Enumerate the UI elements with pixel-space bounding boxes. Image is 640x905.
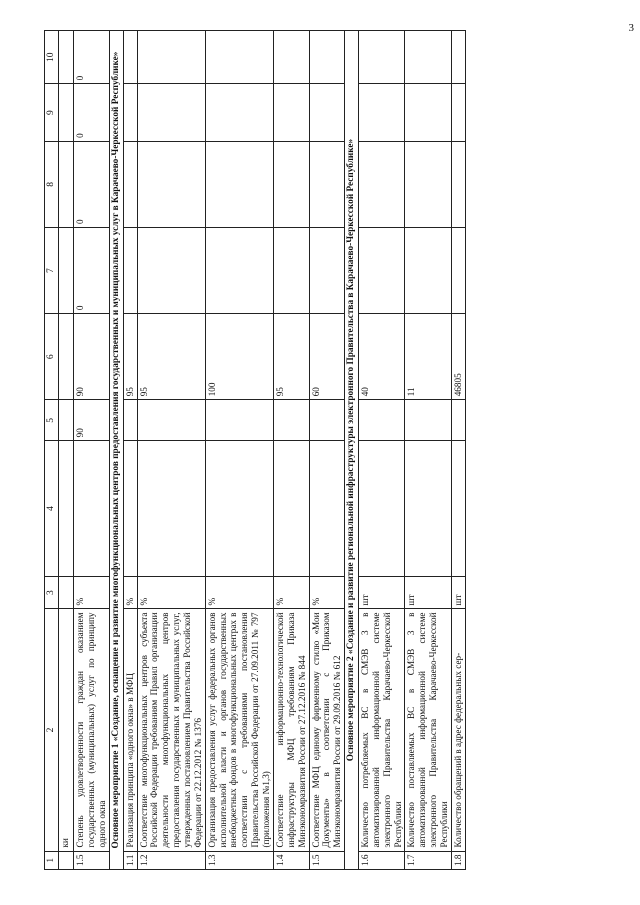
column-header: 3: [45, 576, 59, 609]
table-cell: [309, 84, 345, 141]
table-cell: [273, 400, 309, 441]
table-cell: %: [273, 576, 309, 609]
continuation-text: ки: [59, 609, 74, 851]
table-row: [309, 31, 345, 870]
table-cell: [123, 400, 137, 441]
table-cell: 95: [123, 314, 137, 400]
table-cell: 40: [359, 314, 405, 400]
column-header: 1: [45, 851, 59, 869]
table-row: [123, 31, 137, 870]
table-cell: [359, 227, 405, 313]
table-cell: 95: [137, 314, 205, 400]
table-cell: 11: [405, 314, 451, 400]
table-cell: [273, 84, 309, 141]
table-cell: [59, 400, 74, 441]
table-cell: [273, 141, 309, 227]
table-cell: [59, 441, 74, 576]
table-cell: %: [309, 576, 345, 609]
table-cell: [59, 84, 74, 141]
table-cell: [205, 31, 273, 84]
table-cell: [205, 84, 273, 141]
section-row: [109, 31, 123, 870]
table-cell: [451, 400, 465, 441]
table-cell: 90: [74, 400, 110, 441]
page-number: 3: [628, 22, 634, 34]
row-number: 1.4: [273, 851, 309, 869]
table-cell: [137, 400, 205, 441]
indicators-table: [44, 30, 466, 870]
indicator-name: Степень удовлетворенности граждан оказанием государственных (муниципальных) услуг по принципу одного окна: [74, 609, 110, 851]
indicator-name: Соответствие многофункциональных центров субъекта Российской Федерации требованиям Правил организации деятельности многофункциональных центров предоставления государственных и муниципальных услуг, утвержденных постановлением Правительства Российской Федерации от 22.12.2012 № 1376: [137, 609, 205, 851]
table-row: [273, 31, 309, 870]
table-cell: [309, 227, 345, 313]
column-header: 4: [45, 441, 59, 576]
table-cell: %: [74, 576, 110, 609]
table-cell: [451, 227, 465, 313]
indicator-name: Организация предоставления услуг федеральных органов исполнительной власти и органов государственных внебюджетных фондов в многофункциональных центрах в соответствии с требованиями постановления Правительства Российской Федерации от 27.09.2011 № 797 (приложения №1,3): [205, 609, 273, 851]
row-number: 1.1: [123, 851, 137, 869]
row-number: 1.6: [359, 851, 405, 869]
table-body: [59, 31, 466, 870]
table-cell: [405, 400, 451, 441]
table-cell: 0: [74, 84, 110, 141]
column-header: 2: [45, 609, 59, 851]
table-row: [359, 31, 405, 870]
table-cell: 0: [74, 31, 110, 84]
table-cell: [405, 141, 451, 227]
table-cell: [123, 441, 137, 576]
row-number: 1.5: [74, 851, 110, 869]
indicator-name: Соответствие МФЦ единому фирменному стилю «Мои Документы» в соответствии с Приказом Минэкономразвития России от 29.09.2016 № 612: [309, 609, 345, 851]
table-cell: [309, 141, 345, 227]
header-row: [45, 31, 59, 870]
table-cell: [309, 441, 345, 576]
table-cell: 0: [74, 227, 110, 313]
table-cell: [273, 441, 309, 576]
continuation-row: [59, 31, 74, 870]
row-number: 1.2: [137, 851, 205, 869]
table-cell: 46805: [451, 314, 465, 400]
indicator-name: Соответствие информационно-технологической инфраструктуры МФЦ требованиям Приказа Минэкономразвития России от 27.12.2016 № 844: [273, 609, 309, 851]
table-cell: [123, 141, 137, 227]
indicator-name: Количество потребляемых ВС в СМЭВ 3 в автоматизированной информационной системе электронного Правительства Карачаево-Черкесской Республики: [359, 609, 405, 851]
table-cell: 100: [205, 314, 273, 400]
table-cell: [359, 441, 405, 576]
table-cell: [137, 84, 205, 141]
table-cell: 95: [273, 314, 309, 400]
table-row: [405, 31, 451, 870]
table-cell: [405, 441, 451, 576]
table-cell: шт: [359, 576, 405, 609]
table-cell: [74, 441, 110, 576]
table-cell: 60: [309, 314, 345, 400]
table-cell: [273, 227, 309, 313]
table-cell: [273, 31, 309, 84]
row-number: 1.8: [451, 851, 465, 869]
table-cell: [123, 31, 137, 84]
table-cell: шт: [451, 576, 465, 609]
row-number: 1.7: [405, 851, 451, 869]
column-header: 10: [45, 31, 59, 84]
table-cell: 90: [74, 314, 110, 400]
table-cell: [137, 441, 205, 576]
table-cell: [451, 84, 465, 141]
table-row: [74, 31, 110, 870]
table-cell: [59, 227, 74, 313]
indicator-name: Количество обращений в адрес федеральных сер-: [451, 609, 465, 851]
rotated-table-wrapper: [44, 30, 618, 870]
table-cell: [359, 400, 405, 441]
table-cell: %: [123, 576, 137, 609]
table-cell: [205, 400, 273, 441]
indicator-name: Количество поставляемых ВС в СМЭВ 3 в автоматизированной информационной системе электронного Правительства Карачаево-Черкесской Республики: [405, 609, 451, 851]
table-cell: [359, 141, 405, 227]
table-cell: [205, 227, 273, 313]
table-cell: [405, 84, 451, 141]
row-number: 1.5: [309, 851, 345, 869]
column-header: 8: [45, 141, 59, 227]
table-row: [137, 31, 205, 870]
table-cell: [359, 31, 405, 84]
table-cell: [137, 227, 205, 313]
table-cell: [205, 441, 273, 576]
table-cell: [123, 84, 137, 141]
table-cell: 0: [74, 141, 110, 227]
table-cell: шт: [405, 576, 451, 609]
table-cell: [59, 851, 74, 869]
table-cell: [59, 141, 74, 227]
table-cell: [137, 31, 205, 84]
table-cell: [309, 400, 345, 441]
table-cell: [405, 227, 451, 313]
indicator-name: Реализация принципа «одного окна» в МФЦ: [123, 609, 137, 851]
table-cell: [309, 31, 345, 84]
table-cell: [451, 31, 465, 84]
table-cell: [59, 314, 74, 400]
section-title: Основное мероприятие 1 «Создание, оснащение и развитие многофункциональных центров предоставления государственных и муниципальных услуг в Карачаево-Черкесской Республике»: [109, 31, 123, 870]
table-cell: %: [205, 576, 273, 609]
table-cell: [59, 31, 74, 84]
table-cell: [123, 227, 137, 313]
table-cell: [359, 84, 405, 141]
table-cell: [137, 141, 205, 227]
section-row: [345, 31, 359, 870]
table-row: [205, 31, 273, 870]
column-header: 5: [45, 400, 59, 441]
table-cell: [405, 31, 451, 84]
column-header: 9: [45, 84, 59, 141]
table-cell: [59, 576, 74, 609]
column-header: 6: [45, 314, 59, 400]
table-cell: [205, 141, 273, 227]
table-cell: [451, 441, 465, 576]
table-row: [451, 31, 465, 870]
table-cell: [451, 141, 465, 227]
table-cell: %: [137, 576, 205, 609]
section-title: Основное мероприятие 2 «Создание и развитие региональной инфраструктуры электронного Правительства в Карачаево-Черкесской Республике»: [345, 31, 359, 870]
row-number: 1.3: [205, 851, 273, 869]
column-header: 7: [45, 227, 59, 313]
